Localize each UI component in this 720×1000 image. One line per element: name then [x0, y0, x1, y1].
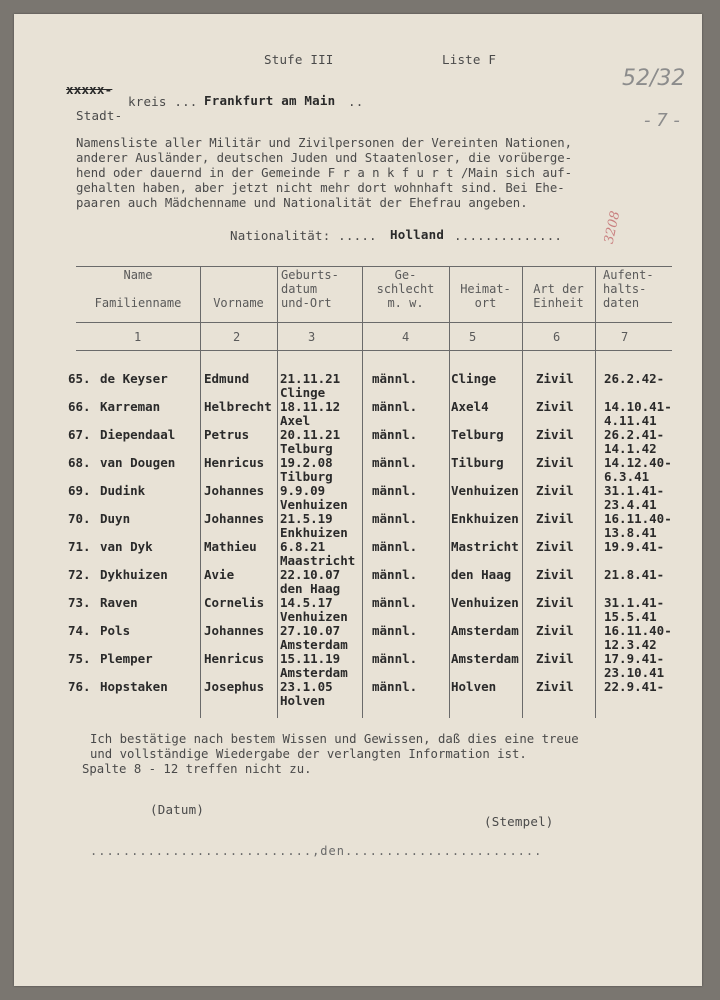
home-town-cell: Tilburg [451, 455, 504, 470]
first-name-cell: Helbrecht [204, 399, 272, 414]
sex-cell: männl. [372, 511, 418, 526]
birth-cell: 27.10.07 Amsterdam [280, 623, 348, 652]
first-name-cell: Petrus [204, 427, 250, 442]
surname-cell: Diependaal [100, 427, 176, 442]
surname-cell: Dudink [100, 483, 146, 498]
stay-dates-cell: 31.1.41- 15.5.41 [604, 595, 665, 624]
intro-line-5: paaren auch Mädchenname und Nationalität der Ehefrau angeben. [76, 196, 528, 210]
birth-cell: 6.8.21 Maastricht [280, 539, 356, 568]
surname-cell: Plemper [100, 651, 153, 666]
row-number: 74. [68, 623, 91, 638]
first-name-cell: Edmund [204, 371, 250, 386]
stay-dates-cell: 31.1.41- 23.4.41 [604, 483, 665, 512]
red-handwritten-mark: 3208 [601, 209, 624, 246]
row-number: 69. [68, 483, 91, 498]
home-town-cell: Amsterdam [451, 623, 519, 638]
column-number: 2 [233, 330, 241, 344]
surname-cell: Hopstaken [100, 679, 168, 694]
kreis-label: kreis ... [128, 94, 198, 109]
stay-dates-cell: 16.11.40- 13.8.41 [604, 511, 672, 540]
nationality-label: Nationalität: ..... [230, 228, 377, 243]
sex-cell: männl. [372, 371, 418, 386]
first-name-cell: Avie [204, 567, 235, 582]
column-divider [595, 266, 596, 718]
intro-line-1: Namensliste aller Militär und Zivilpersonen der Vereinten Nationen, [76, 136, 573, 150]
home-town-cell: Venhuizen [451, 595, 519, 610]
table-number-rule [76, 350, 672, 351]
unit-cell: Zivil [536, 567, 574, 582]
table-header-rule [76, 322, 672, 323]
surname-cell: van Dyk [100, 539, 153, 554]
row-number: 65. [68, 371, 91, 386]
surname-cell: van Dougen [100, 455, 176, 470]
birth-cell: 14.5.17 Venhuizen [280, 595, 348, 624]
unit-cell: Zivil [536, 483, 574, 498]
intro-line-2: anderer Ausländer, deutschen Juden und Staatenloser, die vorüberge- [76, 151, 573, 165]
birth-cell: 21.5.19 Enkhuizen [280, 511, 348, 540]
kreis-value: Frankfurt am Main [204, 93, 336, 108]
first-name-cell: Mathieu [204, 539, 257, 554]
sex-cell: männl. [372, 595, 418, 610]
row-number: 67. [68, 427, 91, 442]
sex-cell: männl. [372, 567, 418, 582]
column-number: 3 [308, 330, 316, 344]
kreis-trail: .. [348, 94, 364, 109]
first-name-cell: Johannes [204, 623, 265, 638]
column-divider [449, 266, 450, 718]
stempel-label: (Stempel) [484, 814, 554, 829]
home-town-cell: Holven [451, 679, 497, 694]
column-header-vorname: Vorname [213, 296, 264, 310]
column-divider [522, 266, 523, 718]
column-divider [277, 266, 278, 718]
intro-line-3: hend oder dauernd in der Gemeinde F r a n k f u r t /Main sich auf- [76, 166, 573, 180]
column-divider [362, 266, 363, 718]
stay-dates-cell: 26.2.42- [604, 371, 665, 386]
home-town-cell: den Haag [451, 567, 512, 582]
stay-dates-cell: 17.9.41- 23.10.41 [604, 651, 665, 680]
stay-dates-cell: 26.2.41- 14.1.42 [604, 427, 665, 456]
first-name-cell: Johannes [204, 483, 265, 498]
stay-dates-cell: 14.10.41- 4.11.41 [604, 399, 672, 428]
surname-cell: Raven [100, 595, 138, 610]
first-name-cell: Henricus [204, 651, 265, 666]
sex-cell: männl. [372, 651, 418, 666]
stadt-label: Stadt- [76, 108, 123, 123]
column-number: 4 [402, 330, 410, 344]
nationality-trail: .............. [454, 228, 563, 243]
column-divider [200, 266, 201, 718]
column-header-geburtsdatum: Geburts- datum und-Ort [281, 268, 339, 310]
surname-cell: Karreman [100, 399, 161, 414]
column-header-familienname: Name Familienname [94, 268, 182, 310]
column-header-heimatort: Heimat- ort [460, 282, 511, 310]
birth-cell: 21.11.21 Clinge [280, 371, 341, 400]
unit-cell: Zivil [536, 651, 574, 666]
home-town-cell: Axel4 [451, 399, 489, 414]
datum-label: (Datum) [150, 802, 205, 817]
surname-cell: Dykhuizen [100, 567, 168, 582]
column-header-geschlecht: Ge- schlecht m. w. [376, 268, 435, 310]
handwritten-page-number: - 7 - [644, 110, 680, 131]
sex-cell: männl. [372, 399, 418, 414]
unit-cell: Zivil [536, 679, 574, 694]
row-number: 76. [68, 679, 91, 694]
row-number: 68. [68, 455, 91, 470]
nationality-value: Holland [390, 227, 445, 242]
unit-cell: Zivil [536, 455, 574, 470]
first-name-cell: Cornelis [204, 595, 265, 610]
row-number: 66. [68, 399, 91, 414]
first-name-cell: Johannes [204, 511, 265, 526]
column-number: 1 [134, 330, 142, 344]
unit-cell: Zivil [536, 399, 574, 414]
home-town-cell: Venhuizen [451, 483, 519, 498]
birth-cell: 15.11.19 Amsterdam [280, 651, 348, 680]
intro-line-4: gehalten haben, aber jetzt nicht mehr dort wohnhaft sind. Bei Ehe- [76, 181, 565, 195]
unit-cell: Zivil [536, 371, 574, 386]
stay-dates-cell: 14.12.40- 6.3.41 [604, 455, 672, 484]
unit-cell: Zivil [536, 511, 574, 526]
column-header-aufenthaltsdaten: Aufent- halts- daten [603, 268, 654, 310]
stay-dates-cell: 16.11.40- 12.3.42 [604, 623, 672, 652]
birth-cell: 19.2.08 Tilburg [280, 455, 333, 484]
column-number: 5 [469, 330, 477, 344]
unit-cell: Zivil [536, 539, 574, 554]
birth-cell: 22.10.07 den Haag [280, 567, 341, 596]
column-number: 6 [553, 330, 561, 344]
sex-cell: männl. [372, 455, 418, 470]
unit-cell: Zivil [536, 427, 574, 442]
sex-cell: männl. [372, 427, 418, 442]
sex-cell: männl. [372, 623, 418, 638]
unit-cell: Zivil [536, 623, 574, 638]
stay-dates-cell: 19.9.41- [604, 539, 665, 554]
home-town-cell: Amsterdam [451, 651, 519, 666]
column-number: 7 [621, 330, 629, 344]
date-signature-line: ...........................,den........................ [90, 844, 543, 858]
row-number: 71. [68, 539, 91, 554]
column-header-art-der-einheit: Art der Einheit [533, 282, 584, 310]
row-number: 70. [68, 511, 91, 526]
unit-cell: Zivil [536, 595, 574, 610]
row-number: 75. [68, 651, 91, 666]
first-name-cell: Josephus [204, 679, 265, 694]
stay-dates-cell: 21.8.41- [604, 567, 665, 582]
surname-cell: Pols [100, 623, 131, 638]
confirmation-line-1: Ich bestätige nach bestem Wissen und Gewissen, daß dies eine treue [90, 732, 579, 746]
handwritten-reference: 52/32 [622, 66, 686, 91]
birth-cell: 18.11.12 Axel [280, 399, 341, 428]
surname-cell: de Keyser [100, 371, 168, 386]
home-town-cell: Telburg [451, 427, 504, 442]
liste-label: Liste F [442, 52, 497, 67]
row-number: 72. [68, 567, 91, 582]
document-page [14, 14, 702, 986]
table-top-rule [76, 266, 672, 267]
surname-cell: Duyn [100, 511, 131, 526]
sex-cell: männl. [372, 483, 418, 498]
row-number: 73. [68, 595, 91, 610]
sex-cell: männl. [372, 539, 418, 554]
birth-cell: 9.9.09 Venhuizen [280, 483, 348, 512]
birth-cell: 23.1.05 Holven [280, 679, 333, 708]
home-town-cell: Mastricht [451, 539, 519, 554]
crossed-out-word: xxxxx- [66, 82, 113, 97]
birth-cell: 20.11.21 Telburg [280, 427, 341, 456]
home-town-cell: Clinge [451, 371, 497, 386]
stufe-label: Stufe III [264, 52, 334, 67]
home-town-cell: Enkhuizen [451, 511, 519, 526]
sex-cell: männl. [372, 679, 418, 694]
stay-dates-cell: 22.9.41- [604, 679, 665, 694]
confirmation-line-3: Spalte 8 - 12 treffen nicht zu. [82, 762, 312, 776]
confirmation-line-2: und vollständige Wiedergabe der verlangten Information ist. [90, 747, 527, 761]
first-name-cell: Henricus [204, 455, 265, 470]
